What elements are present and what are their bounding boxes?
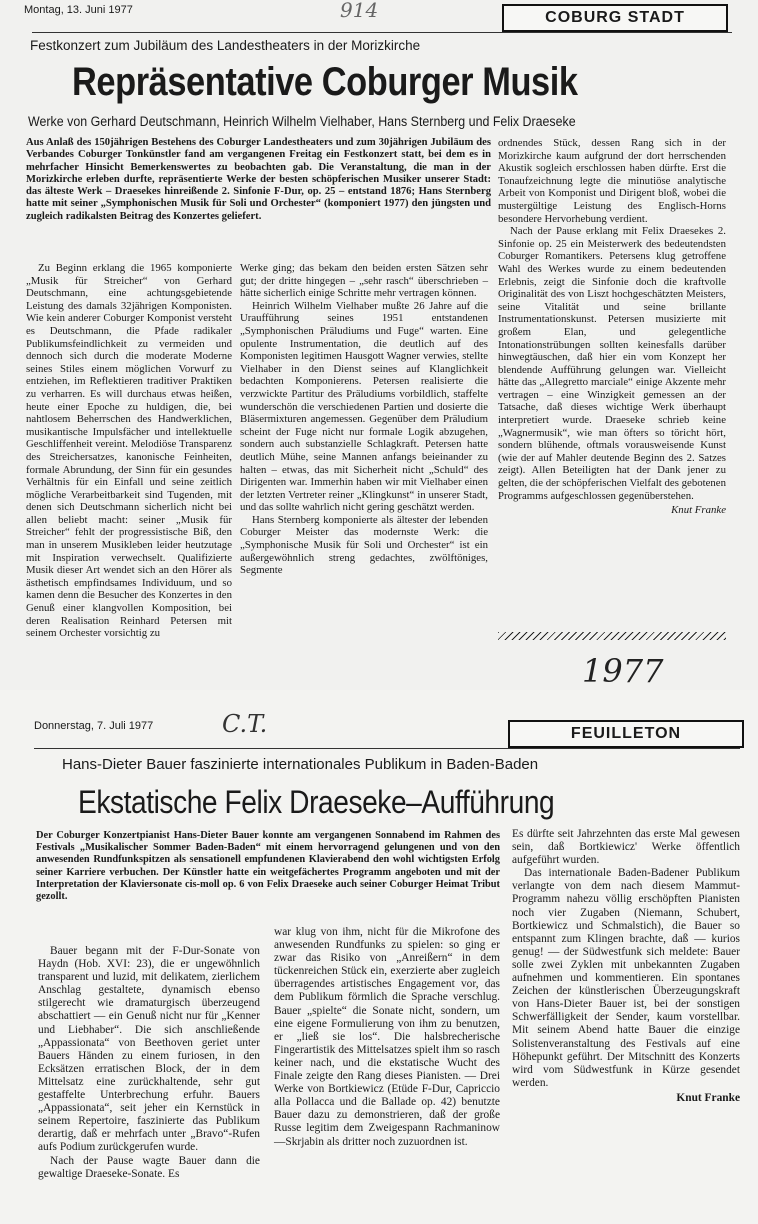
paragraph: Das internationale Baden-Badener Publikum verlangte von dem nach diesem Mammut-Programm nahezu völlig erschöpften Pianisten noch vier Zugaben (Niemann, Schubert, Bortkiewicz und Schmalstich), die Bauer so entspannt zum Klingen brachte, daß — kurios genug! — der Südwestfunk sich meldete: Bauer solle zwei Zyklen mit unbekannten Zugaben aufnehmen und kommentieren. Ein spontanes Zeichen der künstlerischen Überzeugungskraft von Hans-Dieter Bauer ist, bei der sonstigen Schwerfälligkeit der Sender, kaum vorstellbar. Mit seinem Abend hatte Bauer die einzige Solistenveranstaltung des Festivals auf eine Höhepunkt geführt. Der Mitschnitt des Konzerts wird vom Südwestfunk in Kürze gesendet werden.: [512, 867, 740, 1089]
paragraph: Hans Sternberg komponierte als ältester der lebenden Coburger Meister das modernste Werk: die „Symphonische Musik für Soli und Orchester“ ist ein außergewöhnlich streng gedachtes, zwölftöniges, Segmente: [240, 513, 488, 577]
overline: Hans-Dieter Bauer faszinierte internationales Publikum in Baden-Baden: [62, 756, 539, 773]
article-column-1: [26, 262, 232, 640]
paragraph: Werke ging; das bekam den beiden ersten Sätzen sehr gut; der dritte hingegen – „sehr rasch“ überschrieben – hätte sicherlich einige Schritte mehr vertragen können.: [240, 262, 488, 300]
publication-date: Donnerstag, 7. Juli 1977: [34, 720, 154, 732]
handwritten-number: 914: [340, 0, 379, 22]
author-signature: Knut Franke: [671, 504, 726, 517]
paragraph: Es dürfte seit Jahrzehnten das erste Mal gewesen sein, daß Bortkiewicz' Werke öffentlich aufgeführt wurden.: [512, 828, 740, 867]
handwritten-year: 1977: [582, 652, 664, 690]
paragraph: Nach der Pause erklang mit Felix Draesekes 2. Sinfonie op. 25 ein Meisterwerk des bedeutendsten Coburger Romantikers. Petersens klug getroffene Wahl des Werkes wurde zu einem bedeutenden Erlebnis, zeigt die Sinfonie doch die kraftvolle Originalität des von Liszt hochgeschätzten Meisters, seine Vitalität und seine brillante Instrumentationskunst. Petersen musizierte mit großem Elan, und gelegentliche Intonationstrübungen sollten keinesfalls darüber hinwegtäuschen, daß hier ein vom Konzept her blendende Aufführung gelungen war. Vielleicht hätte das „Allegretto marciale“ einige Akzente mehr vertragen – eine Winzigkeit gemessen an der Tatsache, daß dieses wichtige Werk überhaupt interpretiert wurde. Draeseke schrieb keine „Wagnermusik“, wie man öfters so töricht hört, sondern blühende, oftmals vorausweisende Kunst (wie der auf Mahler deutende Beginn des 2. Satzes zeigt). Allen Beteiligten hat der Dank jener zu gelten, die der schöpferischen Vielfalt des gebotenen Programms aufgeschlossen gegenüberstehen.: [498, 225, 726, 502]
section-label: FEUILLETON: [508, 720, 744, 748]
paragraph: ordnendes Stück, dessen Rang sich in der Morizkirche kaum aufgrund der dort herrschenden Akustik sogleich erschlossen haben dürfte. Erst die Tonaufzeichnung legte die minutiöse analytische Arbeit von Komponist und Dirigent bloß, wobei die mustergültige Leistung des Englisch-Horns besondere Hervorhebung verdient.: [498, 137, 726, 225]
publication-date: Montag, 13. Juni 1977: [24, 4, 133, 16]
headline: Repräsentative Coburger Musik: [72, 60, 578, 104]
article-column-3: [512, 828, 740, 1105]
overline: Festkonzert zum Jubiläum des Landestheaters in der Morizkirche: [30, 38, 421, 53]
section-label: COBURG STADT: [502, 4, 728, 32]
paragraph: Bauer begann mit der F-Dur-Sonate von Haydn (Hob. XVI: 23), die er ungewöhnlich transparent und luzid, mit delikatem, zierlichem Anschlag gestaltete, dynamisch ebenso stilgerecht wie dramaturgisch überzeugend abschattiert — ein Genuß nicht nur für „Kenner und Liebhaber“. Die sich anschließende „Appassionata“ von Beethoven geriet unter Bauers Händen zu einem furiosen, in den Ecksätzen erratischen Block, der in dem Mittelsatz eine zurückhaltende, sehr gut gestaffelte Unterbrechung erfuhr. Bauers „Appassionata“, seit jeher ein Kernstück in seinem Repertoire, faszinierte das Publikum derartig, daß er mehrfach unter „Bravo“-Rufen aufs Podium zurückgerufen wurde.: [38, 945, 260, 1154]
lead-paragraph: Aus Anlaß des 150jährigen Bestehens des Coburger Landestheaters und zum 30jährigen Jubiläum des Verbandes Coburger Tonkünstler fand am vergangenen Freitag ein Festkonzert statt, bei dem es in mehrfacher Hinsicht Bemerkenswertes zu beobachten gab. Die Veranstaltung, die man in der Morizkirche erleben durfte, repräsentierte Werke der besten schöpferischen Musiker unserer Stadt: das älteste Werk – Draesekes hinreißende 2. Sinfonie F-Dur, op. 25 – entstand 1876; Hans Sternberg hatte mit seiner „Symphonischen Musik für Soli und Orchester“ (komponiert 1977) den jüngsten und zugleich radikalsten Beitrag des Konzertes geliefert.: [26, 137, 491, 222]
clipping-feuilleton: [0, 690, 758, 1224]
paragraph: Zu Beginn erklang die 1965 komponierte „Musik für Streicher“ von Gerhard Deutschmann, eine achtungsgebietende Leistung des damals 32jährigen Komponisten. Wie kein anderer Coburger Komponist versteht es Deutschmann, die Pfade radikaler Publikumsfeindlichkeit zu vermeiden und dennoch sich durch die moderate Moderne seines Stiles einem möglichen Vorwurf zu entziehen, im Reflektieren traditiver Praktiken zu verharren. Es will durchaus etwas heißen, heute einer Epoche zu huldigen, die, bei nahtlosem Beherrschen des Handwerklichen, musikantische Impulsfächer und intellektuelle Geschliffenheit vereint. Melodiöse Transparenz des Streichersatzes, kanonische Feinheiten, formale Abrundung, der Sinn für ein gesundes Verhältnis für ein Einfall und seine zeitlich mögliche Verarbeitbarkeit sind Tugenden, mit denen sich Deutschmann sicherlich nicht bei allen beliebt macht: seiner „Musik für Streicher“ fehlt der progressistische Biß, den man in unserem Musikleben leider heutzutage mit Inspiration verwechselt. Qualifizierte Musik dieser Art wendet sich an den Hörer als ästhetisch empfindsames Individuum, und so kamen denn die Besucher des Konzertes in den Genuß einer klangvollen Komposition, bei deren Realisation Reinhard Petersen mit seinem Orchester vorsichtig zu: [26, 262, 232, 640]
header-rule: [34, 748, 740, 749]
handwritten-mark: C.T.: [222, 710, 268, 738]
article-column-2: [240, 262, 488, 577]
article-column-2: [274, 926, 500, 1149]
paragraph: Heinrich Wilhelm Vielhaber mußte 26 Jahre auf die Uraufführung seines 1951 entstandenen „Symphonischen Präludiums und Fuge“ warten. Eine opulente Instrumentation, die deutlich auf des Komponisten legitimen Hausgott Wagner verwies, stellte Vielhaber in den Dienst seines auf Klanglichkeit bedachten Komponierens. Petersen realisierte die verzwickte Partitur des Präludiums vorbildlich, staffelte wunderschön die verschiedenen Partien und dosierte die Bläsermixturen angemessen. Gegenüber dem Präludium scheint der Fuge nicht nur formale Logik abzugehen, sondern auch substanzielle Schlagkraft. Petersen hatte deutlich Mühe, seine Mannen anfangs beieinander zu halten – etwas, das mit Sicherheit nicht „Schuld“ des Dirigenten war. Immerhin haben wir mit Vielhaber einen der letzten Vertreter reiner „Klingkunst“ in unserer Stadt, und das sollte wahrlich nicht gering geschätzt werden.: [240, 299, 488, 514]
article-column-3: [498, 137, 726, 517]
paragraph: Nach der Pause wagte Bauer dann die gewaltige Draeseke-Sonate. Es: [38, 1154, 260, 1180]
headline: Ekstatische Felix Draeseke–Aufführung: [78, 784, 555, 820]
subline: Werke von Gerhard Deutschmann, Heinrich Wilhelm Vielhaber, Hans Sternberg und Felix Draeseke: [28, 114, 576, 129]
article-column-1: [38, 945, 260, 1181]
lead-paragraph: Der Coburger Konzertpianist Hans-Dieter Bauer konnte am vergangenen Sonnabend im Rahmen des Festivals „Musikalischer Sommer Baden-Baden“ mit einem hervorragend gelungenen und von den anwesenden Rundfunkspitzen als sensationell empfundenen Klavierabend den wohl wichtigsten Erfolg seiner Karriere verbuchen. Der Künstler hatte ein weitgefächertes Programm angeboten und mit der Interpretation der Klaviersonate cis-moll op. 6 von Felix Draeseke auch seiner Coburger Heimat Tribut gezollt.: [36, 830, 500, 903]
divider-zigzag: [498, 632, 726, 640]
paragraph: war klug von ihm, nicht für die Mikrofone des anwesenden Rundfunks zu spielen: so ging er zwar das Risiko von „Anreißern“ in dem tückenreichen Stück ein, exerzierte aber zugleich überragendes artistisches Engagement vor, das dem Publikum förmlich die Sprache verschlug. Bauer „spielte“ die Sonate nicht, sondern, um eine eigene Formulierung von ihm zu benutzen, er „ließ sie los“. Die halsbrecherische Fingerartistik des Mittelsatzes spielt ihm so rasch keiner nach, und die ekstatische Wucht des Finale zeigte den Rang dieses Pianisten. — Drei Werke von Bortkiewicz (Etüde F-Dur, Capriccio alla Pollacca und die Ballade op. 42) benutzte Bauer dazu zu demonstrieren, daß der große Russe legitim dem Zweigespann Rachmaninow—Skrjabin als dritter noch zuzuordnen ist.: [274, 926, 500, 1148]
author-signature: Knut Franke: [676, 1091, 740, 1104]
header-rule: [32, 32, 732, 33]
